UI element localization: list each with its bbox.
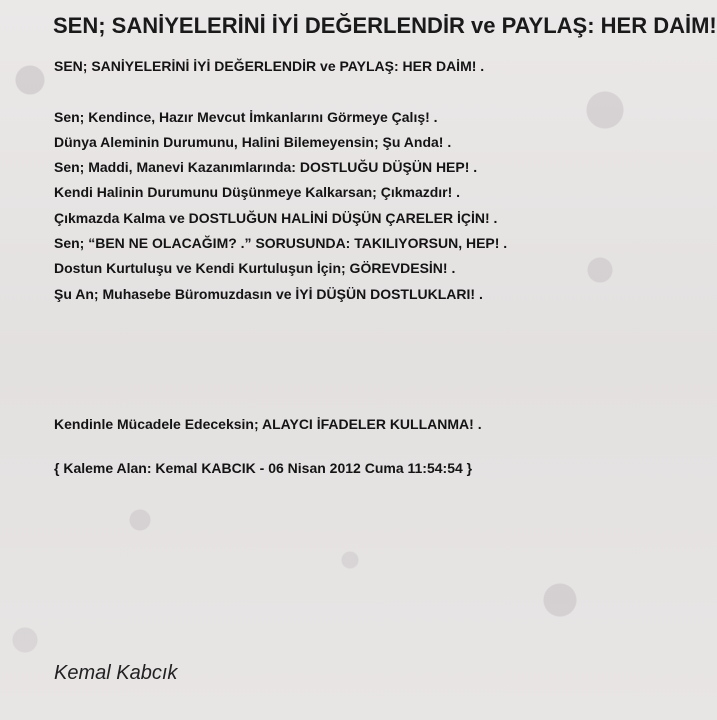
poem-line: Dostun Kurtuluşu ve Kendi Kurtuluşun İçin; GÖREVDESİN! . bbox=[54, 260, 456, 277]
poem-closing-line: Kendinle Mücadele Edeceksin; ALAYCI İFADELER KULLANMA! . bbox=[54, 416, 482, 432]
poem-line: Sen; Kendince, Hazır Mevcut İmkanlarını Görmeye Çalış! . bbox=[54, 108, 438, 125]
author-signature: Kemal Kabcık bbox=[54, 662, 178, 684]
stanza-gap bbox=[54, 79, 634, 104]
poem-line: Dünya Aleminin Durumunu, Halini Bilemeyensin; Şu Anda! . bbox=[54, 133, 452, 150]
page-title: SEN; SANİYELERİNİ İYİ DEĞERLENDİR ve PAYLAŞ: HER DAİM! bbox=[53, 13, 717, 38]
poem-body bbox=[54, 54, 634, 307]
poem-closing bbox=[54, 414, 482, 478]
poem-line: Kendi Halinin Durumunu Düşünmeye Kalkarsan; Çıkmazdır! . bbox=[54, 184, 461, 201]
poem-line: Sen; Maddi, Manevi Kazanımlarında: DOSTLUĞU DÜŞÜN HEP! . bbox=[54, 159, 478, 176]
author-footer: { Kaleme Alan: Kemal KABCIK - 06 Nisan 2012 Cuma 11:54:54 } bbox=[54, 460, 473, 476]
poem-heading-line: SEN; SANİYELERİNİ İYİ DEĞERLENDİR ve PAYLAŞ: HER DAİM! . bbox=[54, 58, 485, 74]
poem-line: Çıkmazda Kalma ve DOSTLUĞUN HALİNİ DÜŞÜN ÇARELER İÇİN! . bbox=[54, 209, 498, 226]
poem-line: Sen; “BEN NE OLACAĞIM? .” SORUSUNDA: TAKILIYORSUN, HEP! . bbox=[54, 235, 508, 252]
poem-line: Şu An; Muhasebe Büromuzdasın ve İYİ DÜŞÜN DOSTLUKLARI! . bbox=[54, 285, 483, 302]
